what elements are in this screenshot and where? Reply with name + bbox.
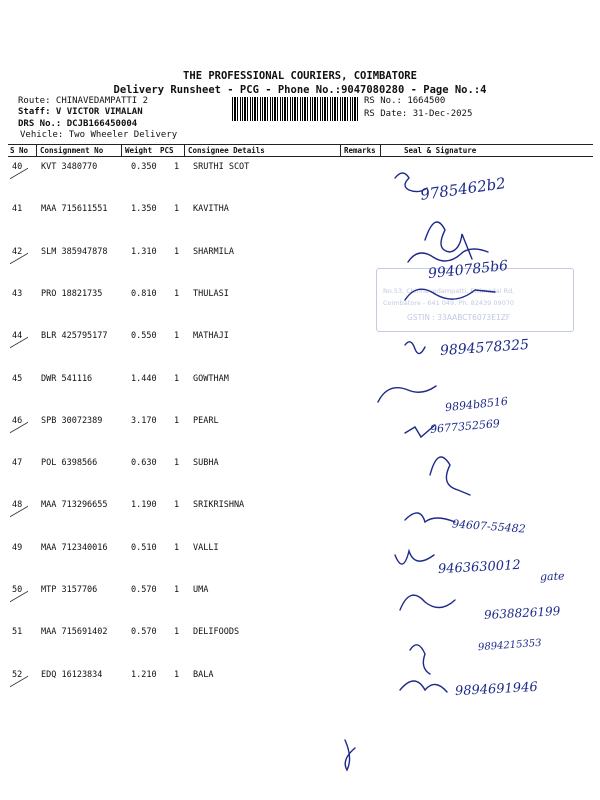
handwritten-number: 9894691946 <box>454 679 539 700</box>
row-consignee: DELIFOODS <box>193 627 240 638</box>
col-consignment: Consignment No <box>40 146 104 155</box>
col-pcs: PCS <box>160 146 174 155</box>
row-sno: 46 <box>12 415 23 426</box>
col-seal-signature: Seal & Signature <box>404 146 477 155</box>
row-consignment-no: PRO 18821735 <box>41 288 103 299</box>
row-pcs: 1 <box>174 373 180 384</box>
row-sno: 41 <box>12 204 23 215</box>
handwritten-number: 9894215353 <box>477 637 542 654</box>
row-sno: 49 <box>12 542 23 553</box>
row-consignee: GOWTHAM <box>193 373 229 384</box>
drs-label: DRS No.: DCJB166450004 <box>18 119 138 129</box>
row-sno: 48 <box>12 500 23 511</box>
row-pcs: 1 <box>174 458 180 469</box>
row-consignee: UMA <box>193 585 209 595</box>
row-pcs: 1 <box>174 669 180 680</box>
col-sno: S No <box>10 146 29 155</box>
signature-mark <box>378 386 436 402</box>
row-consignment-no: SLM 385947878 <box>41 246 108 257</box>
row-pcs: 1 <box>174 162 180 172</box>
row-pcs: 1 <box>174 627 180 638</box>
row-sno: 42 <box>12 246 23 257</box>
row-weight: 0.630 <box>131 458 157 469</box>
row-weight: 0.570 <box>131 627 157 638</box>
row-consignee: BALA <box>193 669 214 680</box>
row-weight: 1.190 <box>131 500 157 511</box>
handwritten-number: 9785462b2 <box>419 174 507 204</box>
row-weight: 3.170 <box>131 415 157 426</box>
row-pcs: 1 <box>174 288 180 299</box>
row-pcs: 1 <box>174 415 180 426</box>
row-consignment-no: DWR 541116 <box>41 373 93 384</box>
row-weight: 1.310 <box>131 246 157 257</box>
route-label: Route: CHINAVEDAMPATTI 2 <box>18 96 149 106</box>
row-weight: 0.550 <box>131 331 157 342</box>
col-remarks: Remarks <box>344 146 376 155</box>
row-pcs: 1 <box>174 246 180 257</box>
row-consignment-no: MAA 713296655 <box>41 500 108 511</box>
signature-mark <box>345 740 355 770</box>
vehicle-label: Vehicle: Two Wheeler Delivery <box>20 130 178 140</box>
row-consignee: MATHAJI <box>193 331 229 342</box>
row-consignee: VALLI <box>193 542 219 553</box>
row-consignee: SRUTHI SCOT <box>193 162 250 172</box>
row-sno: 47 <box>12 458 23 469</box>
row-weight: 0.570 <box>131 585 157 595</box>
row-weight: 0.810 <box>131 288 157 299</box>
row-consignment-no: MTP 3157706 <box>41 585 98 595</box>
row-consignment-no: BLR 425795177 <box>41 331 108 342</box>
signature-mark <box>405 342 425 354</box>
rs-date: RS Date: 31-Dec-2025 <box>364 109 473 119</box>
col-weight: Weight <box>125 146 153 155</box>
row-consignee: SHARMILA <box>193 246 234 257</box>
stamp-line: GSTIN : 33AABCT6073E1ZF <box>407 313 511 322</box>
row-consignment-no: MAA 712340016 <box>41 542 108 553</box>
handwritten-number: 9894578325 <box>439 336 530 360</box>
row-sno: 45 <box>12 373 23 384</box>
row-sno: 40 <box>12 162 23 172</box>
handwritten-number: 9677352569 <box>429 416 501 437</box>
row-sno: 44 <box>12 331 23 342</box>
row-pcs: 1 <box>174 331 180 342</box>
signature-mark <box>410 645 430 674</box>
row-consignment-no: SPB 30072389 <box>41 415 103 426</box>
runsheet-subtitle: Delivery Runsheet - PCG - Phone No.:9047080280 - Page No.:4 <box>113 84 487 96</box>
handwritten-number: 9940785b6 <box>427 257 509 283</box>
row-weight: 1.350 <box>131 204 157 215</box>
row-sno: 43 <box>12 288 23 299</box>
row-weight: 1.440 <box>131 373 157 384</box>
rs-number: RS No.: 1664500 <box>364 96 446 106</box>
handwritten-number: gate <box>539 569 565 584</box>
row-consignment-no: EDQ 16123834 <box>41 669 103 680</box>
signature-mark <box>400 595 455 610</box>
signature-mark <box>425 222 472 259</box>
signature-mark <box>430 457 470 495</box>
handwritten-number: 9638826199 <box>483 604 561 622</box>
signature-mark <box>405 513 455 522</box>
stamp-line: Coimbatore - 641 049. Ph: 82439 09070 <box>383 299 515 307</box>
stamp-line: No.53, Chinnavedampatti, Ettimadai Rd, <box>383 287 515 295</box>
row-consignee: SUBHA <box>193 458 219 469</box>
signature-mark <box>405 289 495 300</box>
row-weight: 1.210 <box>131 669 157 680</box>
row-pcs: 1 <box>174 204 180 215</box>
row-consignment-no: KVT 3480770 <box>41 162 98 172</box>
row-pcs: 1 <box>174 500 180 511</box>
handwritten-number: 9894b8516 <box>444 394 509 415</box>
row-consignment-no: MAA 715691402 <box>41 627 108 638</box>
row-consignee: KAVITHA <box>193 204 229 215</box>
row-sno: 50 <box>12 585 23 595</box>
row-weight: 0.350 <box>131 162 157 172</box>
row-consignment-no: POL 6398566 <box>41 458 98 469</box>
row-consignment-no: MAA 715611551 <box>41 204 108 215</box>
signature-mark <box>400 681 447 692</box>
row-sno: 51 <box>12 627 23 638</box>
row-sno: 52 <box>12 669 23 680</box>
row-consignee: PEARL <box>193 415 219 426</box>
handwritten-number: 9463630012 <box>437 557 522 578</box>
row-pcs: 1 <box>174 585 180 595</box>
staff-label: Staff: V VICTOR VIMALAN <box>18 107 143 117</box>
row-consignee: THULASI <box>193 288 229 299</box>
row-pcs: 1 <box>174 542 180 553</box>
signature-mark <box>395 551 434 564</box>
row-weight: 0.510 <box>131 542 157 553</box>
row-consignee: SRIKRISHNA <box>193 500 245 511</box>
company-title: THE PROFESSIONAL COURIERS, COIMBATORE <box>183 70 417 82</box>
handwritten-number: 94607-55482 <box>451 517 527 536</box>
col-consignee: Consignee Details <box>188 146 265 155</box>
